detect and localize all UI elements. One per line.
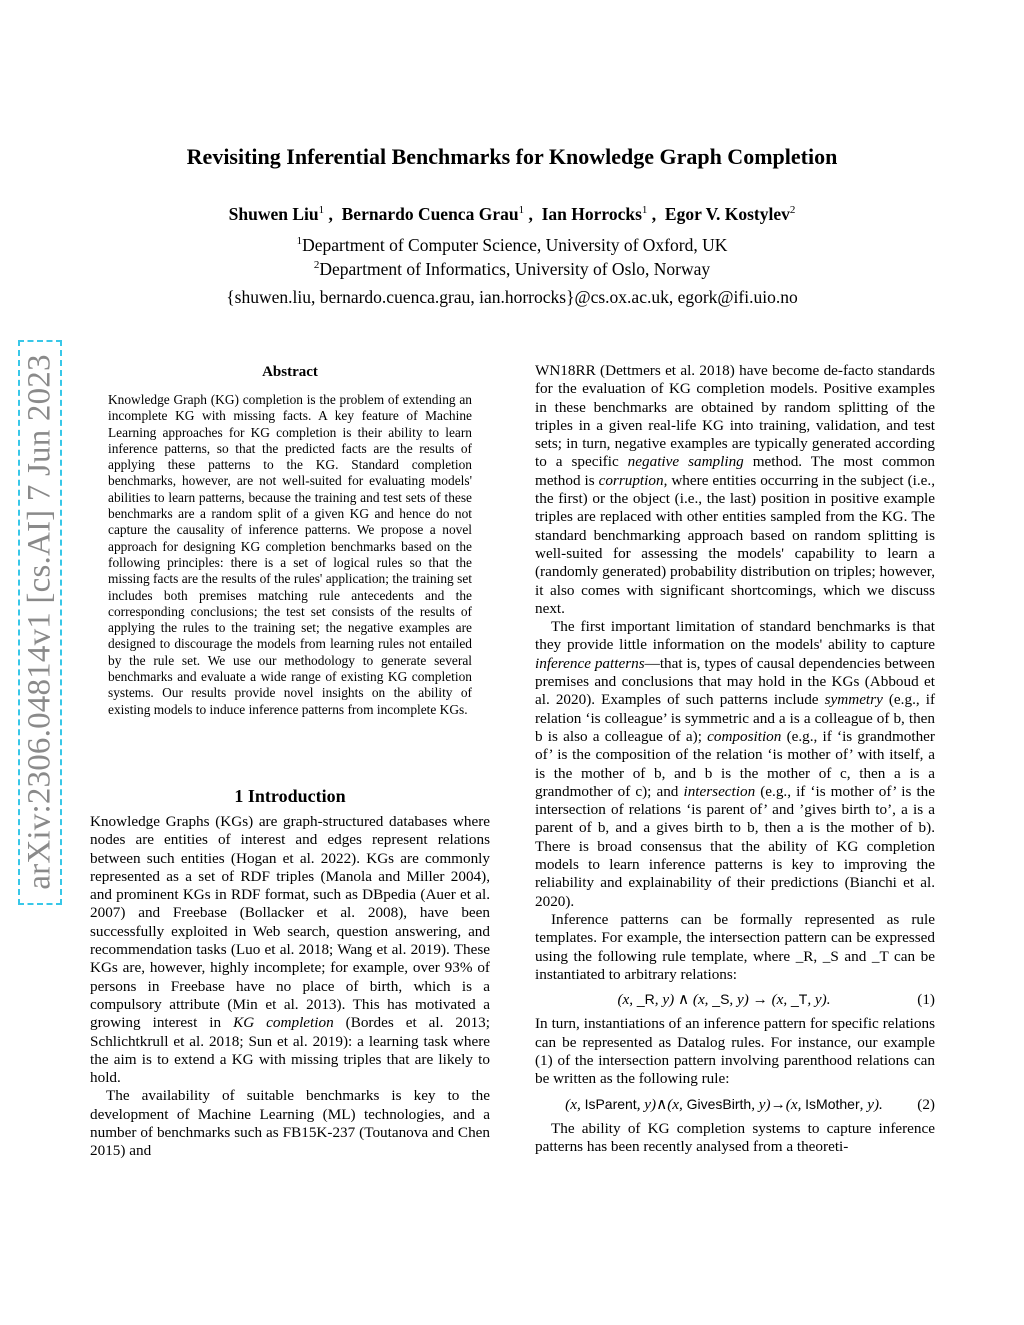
author-name: Shuwen Liu (228, 204, 319, 224)
paragraph: Inference patterns can be formally represented as rule templates. For example, the intersection pattern can be expressed using the following rule template, where _R, _S and _T can be instantiated to arbitrary relations: (535, 910, 935, 983)
section-heading: 1 Introduction (234, 786, 346, 806)
paragraph: The ability of KG completion systems to capture inference patterns has been recently analysed from a theoreti- (535, 1119, 935, 1156)
author-sup: 1 (641, 204, 648, 217)
author-list: Shuwen Liu$^1$ , Bernardo Cuenca Grau$^1$ , Ian Horrocks$^1$ , Egor V. Kostylev$^2$ (228, 204, 796, 224)
paragraph: Knowledge Graphs (KGs) are graph-structured databases where nodes are entities of interest and edges represent relations between such entities (Hogan et al. 2022). KGs are commonly represented as a set of RDF triples (Manola and Miller 2004), and prominent KGs in RDF format, such as DBpedia (Auer et al. 2007) and Freebase (Bollacker et al. 2008), have been successfully exploited in Web search, question answering, and recommendation tasks (Luo et al. 2018; Wang et al. 2019). These KGs are, however, highly incomplete; for example, over 93% of persons in Freebase have no place of birth, which is a compulsory attribute (Min et al. 2013). This has motivated a growing interest in KG completion (Bordes et al. 2013; Schlichtkrull et al. 2018; Sun et al. 2019): a learning task where the aim is to extend a KG with missing triples that are likely to hold. (90, 813, 490, 1087)
paragraph: WN18RR (Dettmers et al. 2018) have become de-facto standards for the evaluation of KG completion models. Positive examples in these benchmarks are obtained by random splitting of the triples in a given real-life KG into training, validation, and test sets; in turn, negative examples are typically generated according to a specific negative sampling method. The most common method is corruption, where entities occurring in the subject (i.e., the first) or the object (i.e., the last) position in positive example triples are replaced with other entities sampled from the KG. The standard benchmarking approach based on random splitting is well-suited for assessing the models' capability to learn a (randomly generated) probability distribution on triples; however, it also comes with significant shortcomings, which we discuss next. (535, 362, 936, 617)
paragraph: The availability of suitable benchmarks is key to the development of Machine Learning (ML) technologies, and a number of benchmarks such as FB15K-237 (Toutanova and Chen 2015) and (90, 1087, 490, 1160)
equation-number: (1) (917, 991, 935, 1009)
arxiv-watermark-text: arXiv:2306.04814v1 [cs.AI] 7 Jun 2023 (21, 354, 58, 890)
author-name: Egor V. Kostylev (664, 204, 790, 224)
right-column (535, 362, 935, 1156)
affiliation: $^2$Department of Informatics, University of Oslo, Norway (313, 259, 711, 279)
affiliation: $^1$Department of Computer Science, University of Oxford, UK (296, 235, 728, 255)
equation-1: (x, _R, y) ∧ (x, _S, y) → (x, _T, y). (1) (617, 991, 935, 1009)
paper-title: Revisiting Inferential Benchmarks for Knowledge Graph Completion (186, 144, 838, 169)
abstract-text: Knowledge Graph (KG) completion is the problem of extending an incomplete KG with missing facts. A key feature of Machine Learning approaches for KG completion is their ability to learn inference patterns, so that the predicted facts are the results of applying these patterns to the KG. Standard completion benchmarks, however, are not well-suited for evaluating models' abilities to learn patterns, because the training and test sets of these benchmarks are a random split of a given KG and hence do not capture the causality of inference patterns. We propose a novel approach for designing KG completion benchmarks based on the following principles: there is a set of logical rules so that the missing facts are the results of the rules' application; the training set includes both premises matching rule antecedents and the corresponding conclusions; the test set consists of the results of applying the rules to the training set; the negative examples are designed to discourage the models from learning rules not entailed by the rule set. We use our methodology to generate several benchmarks and evaluate a wide range of existing KG completion systems. Our results provide novel insights on the ability of existing models to induce inference patterns from incomplete KGs. (108, 392, 472, 717)
left-column (90, 813, 490, 1161)
abstract-heading: Abstract (262, 364, 318, 380)
arxiv-watermark (18, 340, 62, 905)
author-sup: 1 (518, 204, 525, 217)
author-emails: {shuwen.liu, bernardo.cuenca.grau, ian.horrocks}@cs.ox.ac.uk, egork@ifi.uio.no (226, 287, 798, 307)
author-name: Ian Horrocks (541, 204, 642, 224)
author-name: Bernardo Cuenca Grau (341, 204, 519, 224)
author-sup: 2 (789, 204, 796, 217)
equation-number: (2) (917, 1095, 935, 1113)
equation-2: (x, IsParent, y)∧(x, GivesBirth, y)→(x, IsMother, y). (2) (565, 1095, 935, 1113)
author-sup: 1 (318, 204, 325, 217)
paragraph: The first important limitation of standard benchmarks is that they provide little information on the models' ability to capture inference patterns—that is, types of causal dependencies between premises and conclusions that may hold in the KGs (Abboud et al. 2020). Examples of such patterns include symmetry (e.g., if relation ‘is colleague’ is symmetric and a is a colleague of b, then b is also a colleague of a); composition (e.g., if ‘is grandmother of’ is the composition of the relation ‘is mother of’ with itself, a is the mother of b, and b is the mother of c, then a is a grandmother of c); and intersection (e.g., if ‘is mother of’ is the intersection of relations ‘is parent of’ and ’gives birth to’, a is a parent of b, and a gives birth to b, then a is the mother of b). There is broad consensus that the ability of KG completion models to learn inference patterns is key to improving the reliability and explainability of their predictions (Bianchi et al. 2020). (535, 618, 936, 910)
paragraph: In turn, instantiations of an inference pattern for specific relations can be represented as Datalog rules. For instance, our example (1) of the intersection pattern involving parenthood relations can be written as the following rule: (535, 1015, 935, 1088)
